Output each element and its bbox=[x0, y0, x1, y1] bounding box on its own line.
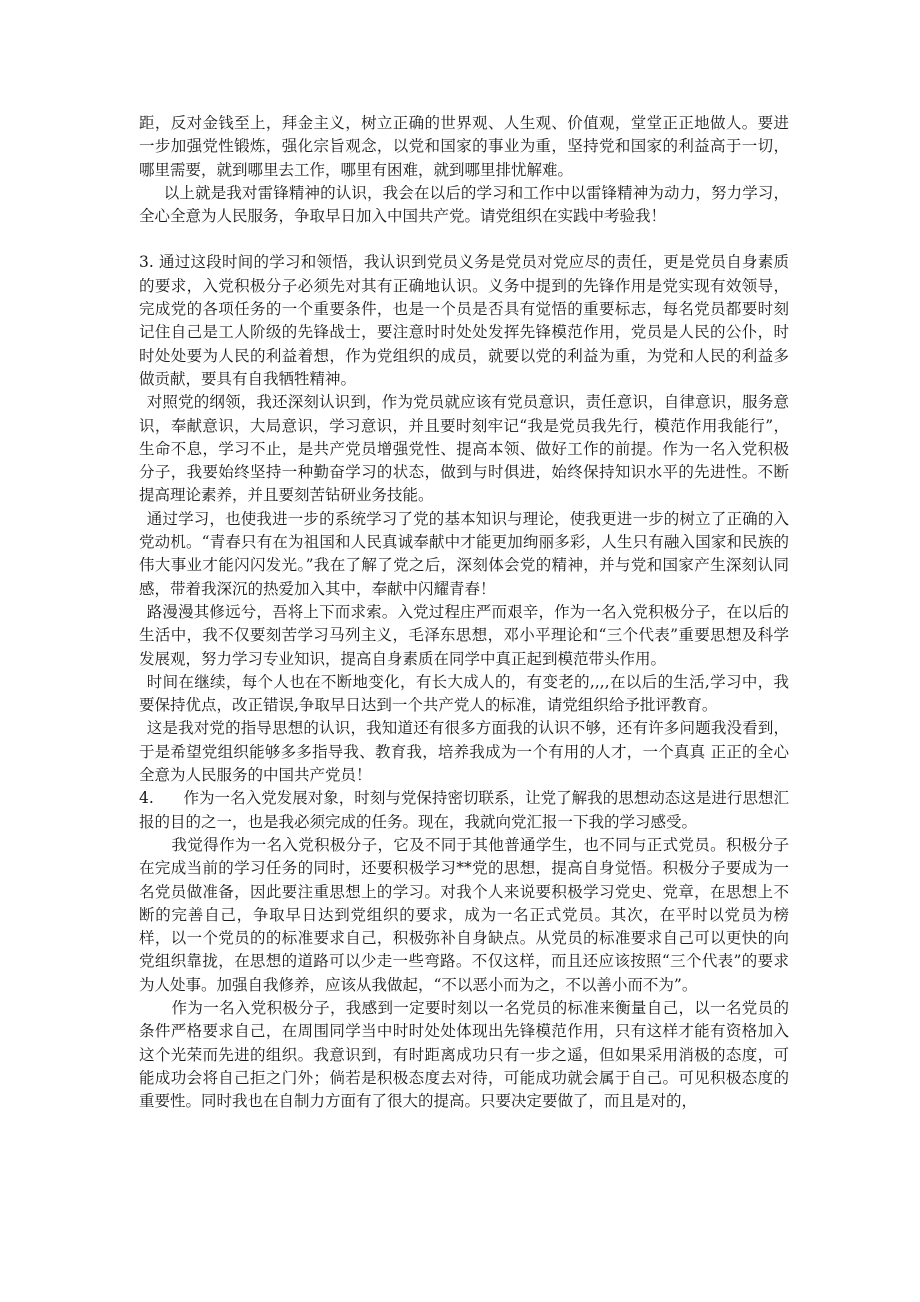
paragraph-long-road: 路漫漫其修远兮，吾将上下而求索。入党过程庄严而艰辛，作为一名入党积极分子，在以后的生活中，我不仅要刻苦学习马列主义，毛泽东思想，邓小平理论和“三个代表”重要思想及科学发展观，努力学习专业知识，提高自身素质在同学中真正起到模范带头作用。 bbox=[139, 602, 789, 668]
paragraph-section-4: 4. 作为一名入党发展对象，时刻与党保持密切联系，让党了解我的思想动态这是进行思想汇报的目的之一，也是我必须完成的任务。现在，我就向党汇报一下我的学习感受。 bbox=[139, 789, 789, 831]
paragraph-continuation: 距，反对金钱至上，拜金主义，树立正确的世界观、人生观、价值观，堂堂正正地做人。要进一步加强党性锻炼，强化宗旨观念，以党和国家的事业为重，坚持党和国家的利益高于一切，哪里需要，就到哪里去工作，哪里有困难，就到哪里排忧解难。 bbox=[139, 114, 789, 179]
paragraph-guiding-thought: 这是我对党的指导思想的认识，我知道还有很多方面我的认识不够，还有许多问题我没看到，于是希望党组织能够多多指导我、教育我，培养我成为一个有用的人才，一个真真 正正的全心全意为人民服务的中国共产党员！ bbox=[139, 719, 789, 785]
paragraph-gap bbox=[139, 228, 789, 251]
paragraph-standard: 作为一名入党积极分子，我感到一定要时刻以一名党员的标准来衡量自己，以一名党员的条件严格要求自己，在周围同学当中时时处处体现出先锋模范作用，只有这样才能有资格加入这个光荣而先进的组织。我意识到，有时距离成功只有一步之遥，但如果采用消极的态度，可能成功会将自己拒之门外；倘若是积极态度去对待，可能成功就会属于自己。可见积极态度的重要性。同时我也在自制力方面有了很大的提高。只要决定要做了，而且是对的， bbox=[139, 998, 789, 1111]
paragraph-study: 通过学习，也使我进一步的系统学习了党的基本知识与理论，使我更进一步的树立了正确的入党动机。“青春只有在为祖国和人民真诚奉献中才能更加绚丽多彩，人生只有融入国家和民族的伟大事业才能闪闪发光。”我在了解了党之后，深刻体会党的精神，并与党和国家产生深刻认同感，带着我深沉的热爱加入其中，奉献中闪耀青春！ bbox=[139, 509, 789, 598]
paragraph-activist: 我觉得作为一名入党积极分子，它及不同于其他普通学生，也不同与正式党员。积极分子在完成当前的学习任务的同时，还要积极学习**党的思想，提高自身觉悟。积极分子要成为一名党员做准备，因此要注重思想上的学习。对我个人来说要积极学习党史、党章，在思想上不断的完善自己，争取早日达到党组织的要求，成为一名正式党员。其次，在平时以党员为榜样，以一个党员的的标准要求自己，积极弥补自身缺点。从党员的标准要求自己可以更快的向党组织靠拢，在思想的道路可以少走一些弯路。不仅这样，而且还应该按照“三个代表”的要求为人处事。加强自我修养，应该从我做起，“不以恶小而为之，不以善小而不为”。 bbox=[139, 835, 789, 994]
paragraph-party-program: 对照党的纲领，我还深刻认识到，作为党员就应该有党员意识，责任意识，自律意识，服务意识，奉献意识，大局意识，学习意识，并且要时刻牢记“我是党员我先行，模范作用我能行”，生命不息，学习不止，是共产党员增强党性、提高本领、做好工作的前提。作为一名入党积极分子，我要始终坚持一种勤奋学习的状态，做到与时俱进，始终保持知识水平的先进性。不断提高理论素养，并且要刻苦钻研业务技能。 bbox=[139, 393, 789, 505]
paragraph-time: 时间在继续，每个人也在不断地变化，有长大成人的，有变老的,,,,在以后的生活,学习中，我要保持优点，改正错误,争取早日达到一个共产党人的标准，请党组织给予批评教育。 bbox=[139, 672, 789, 715]
document-body bbox=[139, 112, 789, 1113]
paragraph-lei-feng-conclusion: 以上就是我对雷锋精神的认识，我会在以后的学习和工作中以雷锋精神为动力，努力学习，全心全意为人民服务，争取早日加入中国共产党。请党组织在实践中考验我！ bbox=[139, 183, 789, 226]
paragraph-section-3: 3. 通过这段时间的学习和领悟，我认识到党员义务是党员对党应尽的责任，更是党员自身素质的要求，入党积极分子必须先对其有正确地认识。义务中提到的先锋作用是党实现有效领导，完成党的各项任务的一个重要条件，也是一个员是否具有觉悟的重要标志，每名党员都要时刻记住自己是工人阶级的先锋战士，要注意时时处处发挥先锋模范作用，党员是人民的公仆，时时处处要为人民的利益着想，作为党组织的成员，就要以党的利益为重，为党和人民的利益多做贡献，要具有自我牺牲精神。 bbox=[139, 253, 789, 388]
